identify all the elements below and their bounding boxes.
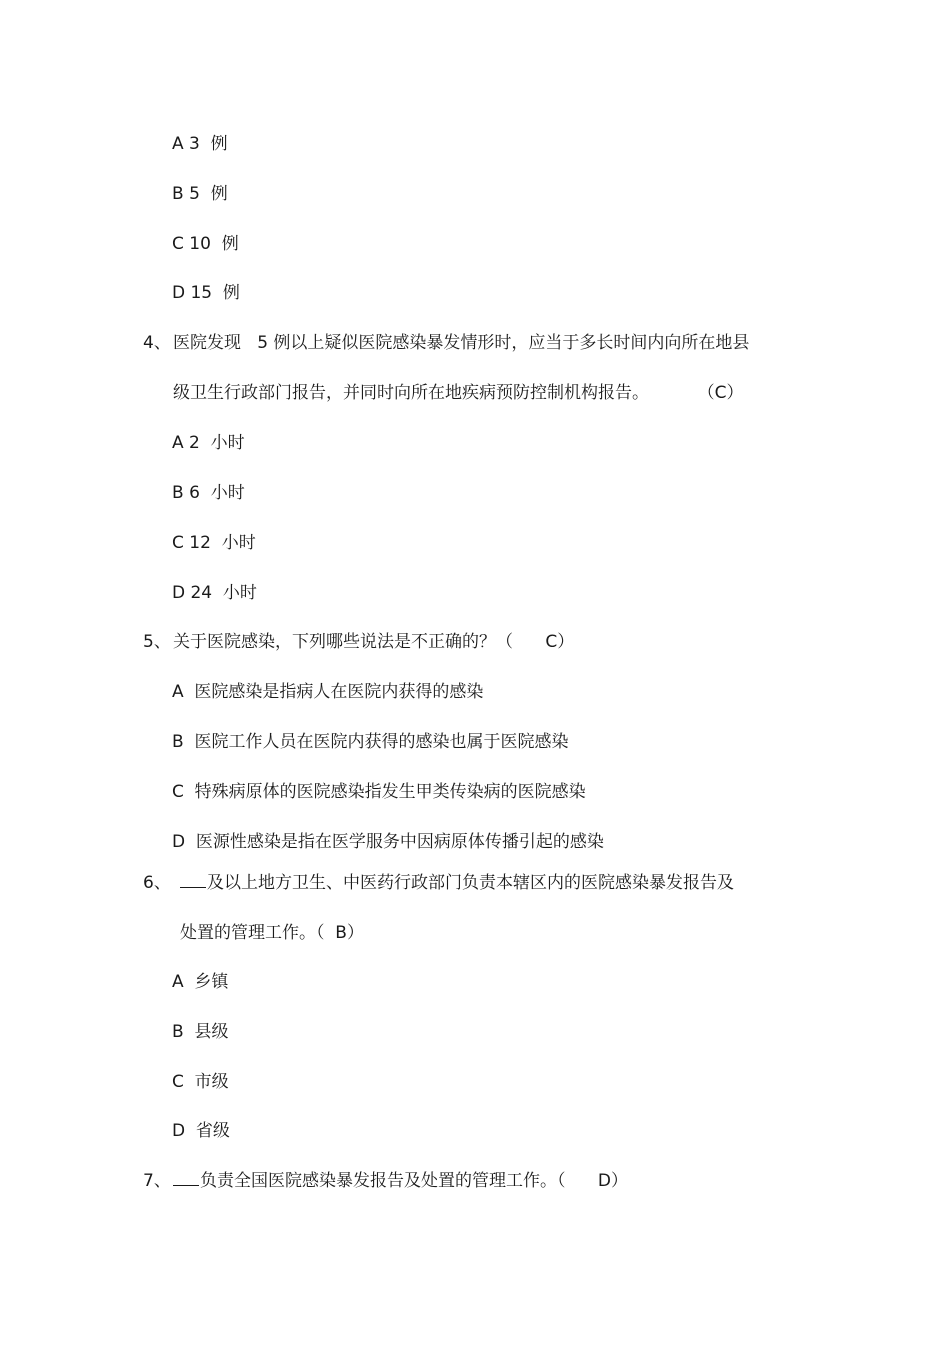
q6-option-c: C 市级: [172, 1072, 229, 1092]
q6-text-line1-wrap: [180, 872, 734, 894]
q5-option-b: B 医院工作人员在医院内获得的感染也属于医院感染: [172, 732, 569, 752]
q5-text-line1: 关于医院感染，下列哪些说法是不正确的？（ C）: [173, 632, 575, 652]
q7-text-line1-wrap: [173, 1170, 628, 1192]
q3-option-b: B 5 例: [172, 184, 228, 204]
q5-option-c: C 特殊病原体的医院感染指发生甲类传染病的医院感染: [172, 782, 586, 802]
q5-option-d: D 医源性感染是指在医学服务中因病原体传播引起的感染: [172, 832, 604, 852]
q4-option-a: A 2 小时: [172, 433, 245, 453]
q4-option-c: C 12 小时: [172, 533, 256, 553]
q7-text-line1: 负责全国医院感染暴发报告及处置的管理工作。（ D）: [200, 1171, 629, 1191]
q4-option-b: B 6 小时: [172, 483, 245, 503]
q7-fill-blank: [173, 1171, 199, 1186]
q4-text-line1: 医院发现 5 例以上疑似医院感染暴发情形时，应当于多长时间内向所在地县: [173, 333, 750, 353]
q6-text-line1: 及以上地方卫生、中医药行政部门负责本辖区内的医院感染暴发报告及: [207, 873, 734, 893]
q3-option-d: D 15 例: [172, 283, 240, 303]
q3-option-a: A 3 例: [172, 134, 228, 154]
q6-text-line2: 处置的管理工作。（ B）: [180, 923, 364, 943]
q5-option-a: A 医院感染是指病人在医院内获得的感染: [172, 682, 484, 702]
q6-option-b: B 县级: [172, 1022, 229, 1042]
q6-option-a: A 乡镇: [172, 972, 229, 992]
q4-text-line2: 级卫生行政部门报告，并同时向所在地疾病预防控制机构报告。 （C）: [173, 383, 744, 403]
q5-number: 5、: [143, 632, 171, 652]
q7-number: 7、: [143, 1171, 171, 1191]
q3-option-c: C 10 例: [172, 234, 239, 254]
q4-option-d: D 24 小时: [172, 583, 257, 603]
q6-option-d: D 省级: [172, 1121, 230, 1141]
q6-fill-blank: [180, 873, 206, 888]
q4-number: 4、: [143, 333, 171, 353]
q6-number: 6、: [143, 873, 171, 893]
